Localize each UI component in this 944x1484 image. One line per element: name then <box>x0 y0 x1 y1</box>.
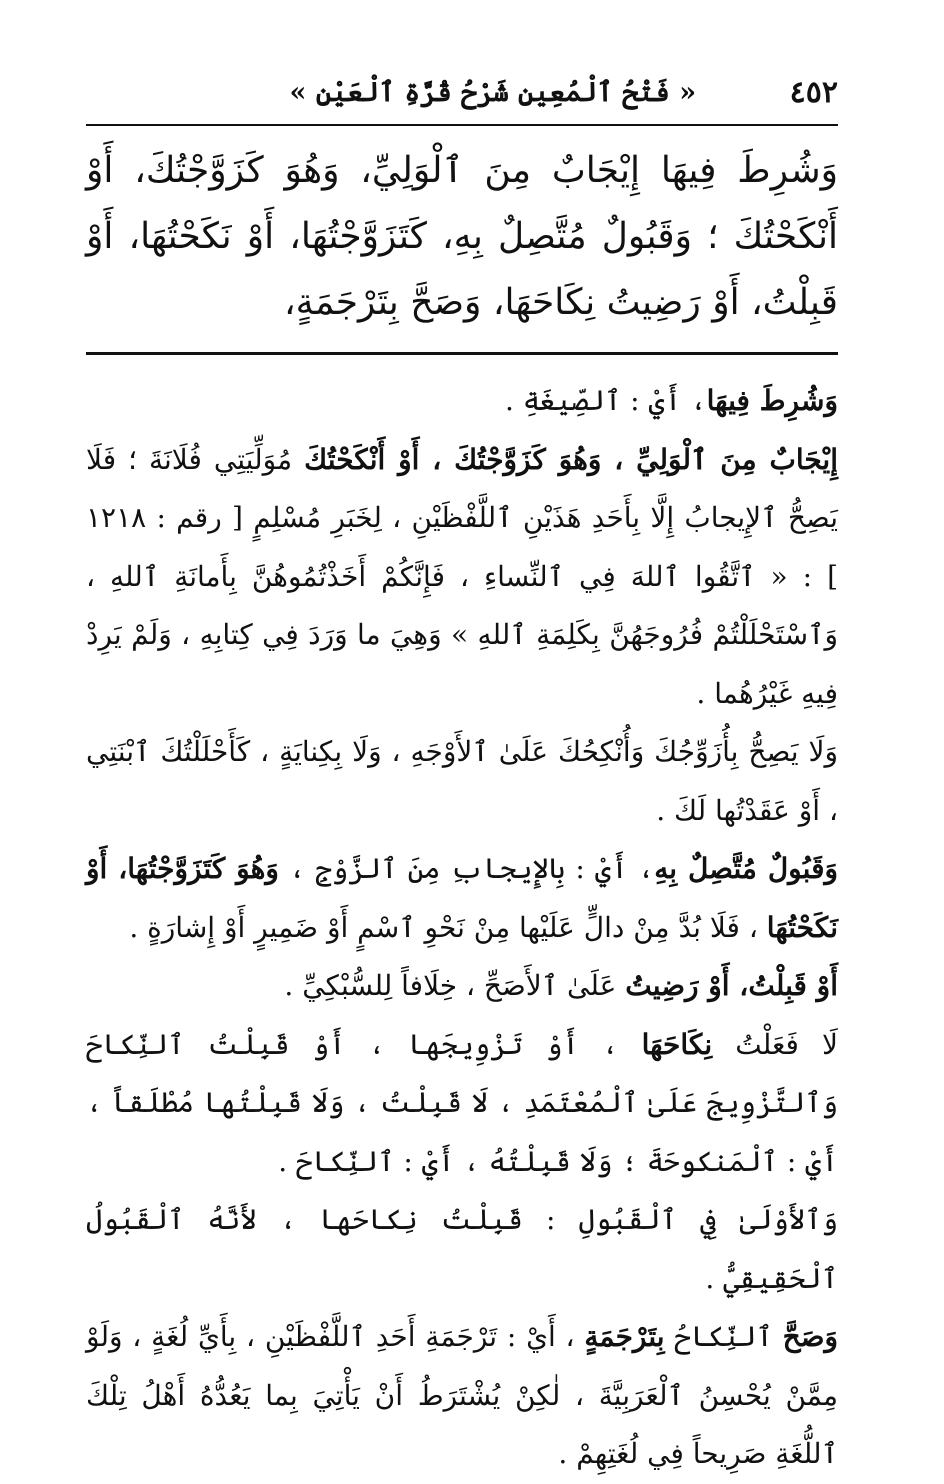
matn-sharh-divider <box>86 352 838 355</box>
sharh-paragraph-2 <box>86 431 838 724</box>
sharh-paragraph-7: وَٱلأَوْلَىٰ فِي ٱلْقَبُولِ : قَبِلْتُ نِكاحَها ، لأَنَّهُ ٱلْقَبُولُ ٱلْحَقِيقِيُّ . <box>86 1203 838 1295</box>
sharh-paragraph-4 <box>86 840 838 957</box>
commentary-text: ، أَيْ : ٱلصِّيغَةِ . <box>505 384 707 417</box>
matn-text <box>86 138 838 336</box>
matn-paragraph: وَشُرِطَ فِيهَا إِيْجَابٌ مِنَ ٱلْوَلِيِّ، وَهُوَ كَزَوَّجْتُكَ، أَوْ أَنْكَحْتُكَ ؛ وَقَبُولٌ مُتَّصِلٌ بِهِ، كَتَزَوَّجْتُهَا، أَوْ نَكَحْتُهَا، أَوْ قَبِلْتُ، أَوْ رَضِيتُ نِكَاحَهَا، وَصَحَّ بِتَرْجَمَةٍ، <box>86 150 838 323</box>
page-number: ٤٥٢ <box>789 74 838 110</box>
sharh-paragraph-3: وَلَا يَصِحُّ بِأُزَوِّجُكَ وَأُنْكِحُكَ عَلَىٰ ٱلأَوْجَهِ ، وَلَا بِكِنايَةٍ ، كَأَحْلَلْتُكَ ٱبْنَتِي ، أَوْ عَقَدْتُها لَكَ . <box>86 735 838 827</box>
matn-quote: وَشُرِطَ فِيهَا <box>706 384 838 417</box>
commentary-text: ٱلنِّكاحُ <box>664 1320 783 1353</box>
sharh-paragraph-8 <box>86 1308 838 1484</box>
sharh-paragraph-6 <box>86 1016 838 1192</box>
sharh-paragraph-5 <box>86 957 838 1016</box>
sharh-paragraph-1 <box>86 372 838 431</box>
matn-quote: وَهُوَ كَتَزَوَّجْتُهَا، أَوْ نَكَحْتُهَا <box>86 852 838 944</box>
sharh-commentary <box>86 372 838 1484</box>
commentary-text: لَا فَعَلْتُ <box>712 1027 838 1061</box>
commentary-text: ، أَيْ : تَرْجَمَةِ أَحَدِ ٱللَّفْظَيْنِ ، بِأَيِّ لُغَةٍ ، وَلَوْ مِمَّنْ يُحْسِنُ ٱلْعَرَبِيَّةَ ، لٰكِنْ يُشْتَرَطُ أَنْ يَأْتِيَ بِما يَعُدُّهُ أَهْلُ تِلْكَ ٱللُّغَةِ صَرِيحاً فِي لُغَتِهِمْ . <box>86 1320 838 1470</box>
commentary-text: ، فَلَا بُدَّ مِنْ دالٍّ عَلَيْها مِنْ نَحْوِ ٱسْمٍ أَوْ ضَمِيرٍ أَوْ إِشارَةٍ . <box>129 910 767 944</box>
commentary-text: مُوَلِّيَتِي فُلَانَةَ ؛ فَلَا يَصِحُّ ٱلإِيجابُ إِلَّا بِأَحَدِ هَذَيْنِ ٱللَّفْظَيْنِ ، لِخَبَرِ مُسْلِمٍ [ رقم : ١٢١٨ ] : « ٱتَّقُوا ٱللهَ فِي ٱلنِّساءِ ، فَإِنَّكُمْ أَخَذْتُمُوهُنَّ بِأَمانَةِ ٱللهِ ، وَٱسْتَحْلَلْتُمْ فُرُوجَهُنَّ بِكَلِمَةِ ٱللهِ » وَهِيَ ما وَرَدَ فِي كِتابِهِ ، وَلَمْ يَرِدْ فِيهِ غَيْرُهُما . <box>86 442 838 710</box>
running-title: « فَتْحُ ٱلْمُعِينِ شَرْحُ قُرَّةِ ٱلْعَيْنِ » <box>289 76 697 108</box>
matn-quote: نِكَاحَهَا <box>641 1027 713 1061</box>
matn-quote: وَقَبُولٌ مُتَّصِلٌ بِهِ <box>654 852 838 885</box>
matn-quote: أَوْ قَبِلْتُ، أَوْ رَضِيتُ <box>625 969 838 1002</box>
page-header <box>86 62 838 122</box>
matn-quote: إِيْجَابٌ مِنَ ٱلْوَلِيِّ ، وَهُوَ كَزَوَّجْتُكَ ، أَوْ أَنْكَحْتُكَ <box>304 442 838 476</box>
header-rule <box>86 124 838 126</box>
commentary-text: ، أَيْ : بِالإِيجابِ مِنَ ٱلزَّوْجِ ، <box>278 852 655 885</box>
commentary-text: ، أَوْ تَزْوِيجَها ، أَوْ قَبِلْتُ ٱلنِّكاحَ وَٱلتَّزْوِيجَ عَلَىٰ ٱلْمُعْتَمَدِ ، لَا قَبِلْتُ ، وَلَا قَبِلْتُها مُطْلَقاً ، أَيْ : ٱلْمَنكوحَةَ ؛ وَلَا قَبِلْتُهُ ، أَيْ : ٱلنِّكاحَ . <box>86 1027 838 1178</box>
matn-quote: بِتَرْجَمَةٍ <box>584 1320 665 1353</box>
commentary-text: عَلَىٰ ٱلأَصَحِّ ، خِلَافاً لِلسُّبْكِيِّ . <box>284 969 626 1002</box>
matn-quote: وَصَحَّ <box>782 1320 838 1353</box>
